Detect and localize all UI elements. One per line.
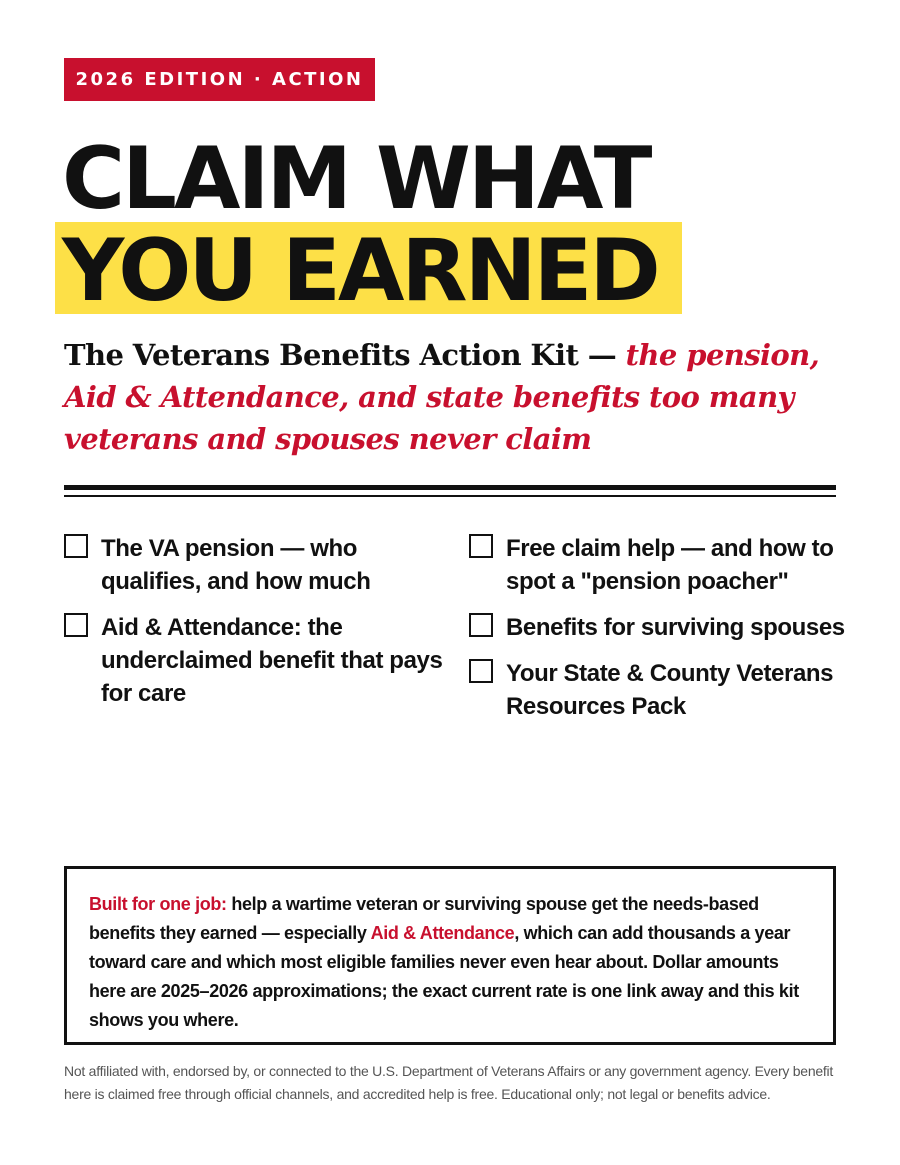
checklist-label: Your State & County Veterans Resources Pack	[506, 660, 834, 720]
checklist-label: Benefits for surviving spouses	[506, 614, 845, 641]
callout-text-1: help a wartime veteran or surviving spouse get the needs-based benefits they earned — especially	[89, 894, 759, 943]
checklist-label: Free claim help — and how to spot a "pension poacher"	[506, 535, 834, 595]
checkbox[interactable]	[64, 613, 88, 637]
disclaimer: Not affiliated with, endorsed by, or connected to the U.S. Department of Veterans Affairs or any government agency. Every benefit here is claimed free through official channels, and accredited help is free. Educational only; not legal or benefits advice.	[64, 1063, 834, 1102]
subtitle	[64, 334, 844, 460]
page-title	[62, 129, 658, 321]
checklist-left	[64, 532, 444, 723]
checklist-item	[469, 657, 849, 723]
checkbox[interactable]	[469, 613, 493, 637]
divider-thin	[64, 495, 836, 497]
checklist-item	[469, 611, 849, 644]
callout-text	[89, 890, 811, 1035]
divider-thick	[64, 485, 836, 490]
title-line-1: CLAIM WHAT	[62, 129, 650, 229]
subtitle-accent: the pension, Aid & Attendance, and state benefits too many veterans and spouses never claim	[64, 338, 820, 456]
checklist-right	[469, 532, 849, 736]
checklist-label: The VA pension — who qualifies, and how much	[101, 535, 371, 595]
checklist-label: Aid & Attendance: the underclaimed benefit that pays for care	[101, 614, 443, 707]
checkbox[interactable]	[64, 534, 88, 558]
checkbox[interactable]	[469, 534, 493, 558]
callout-lead: Built for one job:	[89, 894, 227, 914]
checklist-item	[64, 532, 444, 598]
callout-box	[64, 866, 836, 1045]
checkbox[interactable]	[469, 659, 493, 683]
callout-text-2: , which can add thousands a year toward care and which most eligible families never even hear about. Dollar amounts here are 2025–2026 approximations; the exact current rate is one link away and this kit shows you where.	[89, 923, 799, 1030]
edition-badge: 2026 EDITION · ACTION KIT	[64, 58, 375, 101]
subtitle-plain: The Veterans Benefits Action Kit —	[64, 338, 617, 372]
title-line-2: YOU EARNED	[62, 221, 658, 321]
checklist-item	[469, 532, 849, 598]
checklist-item	[64, 611, 444, 710]
callout-highlight: Aid & Attendance	[370, 923, 515, 943]
